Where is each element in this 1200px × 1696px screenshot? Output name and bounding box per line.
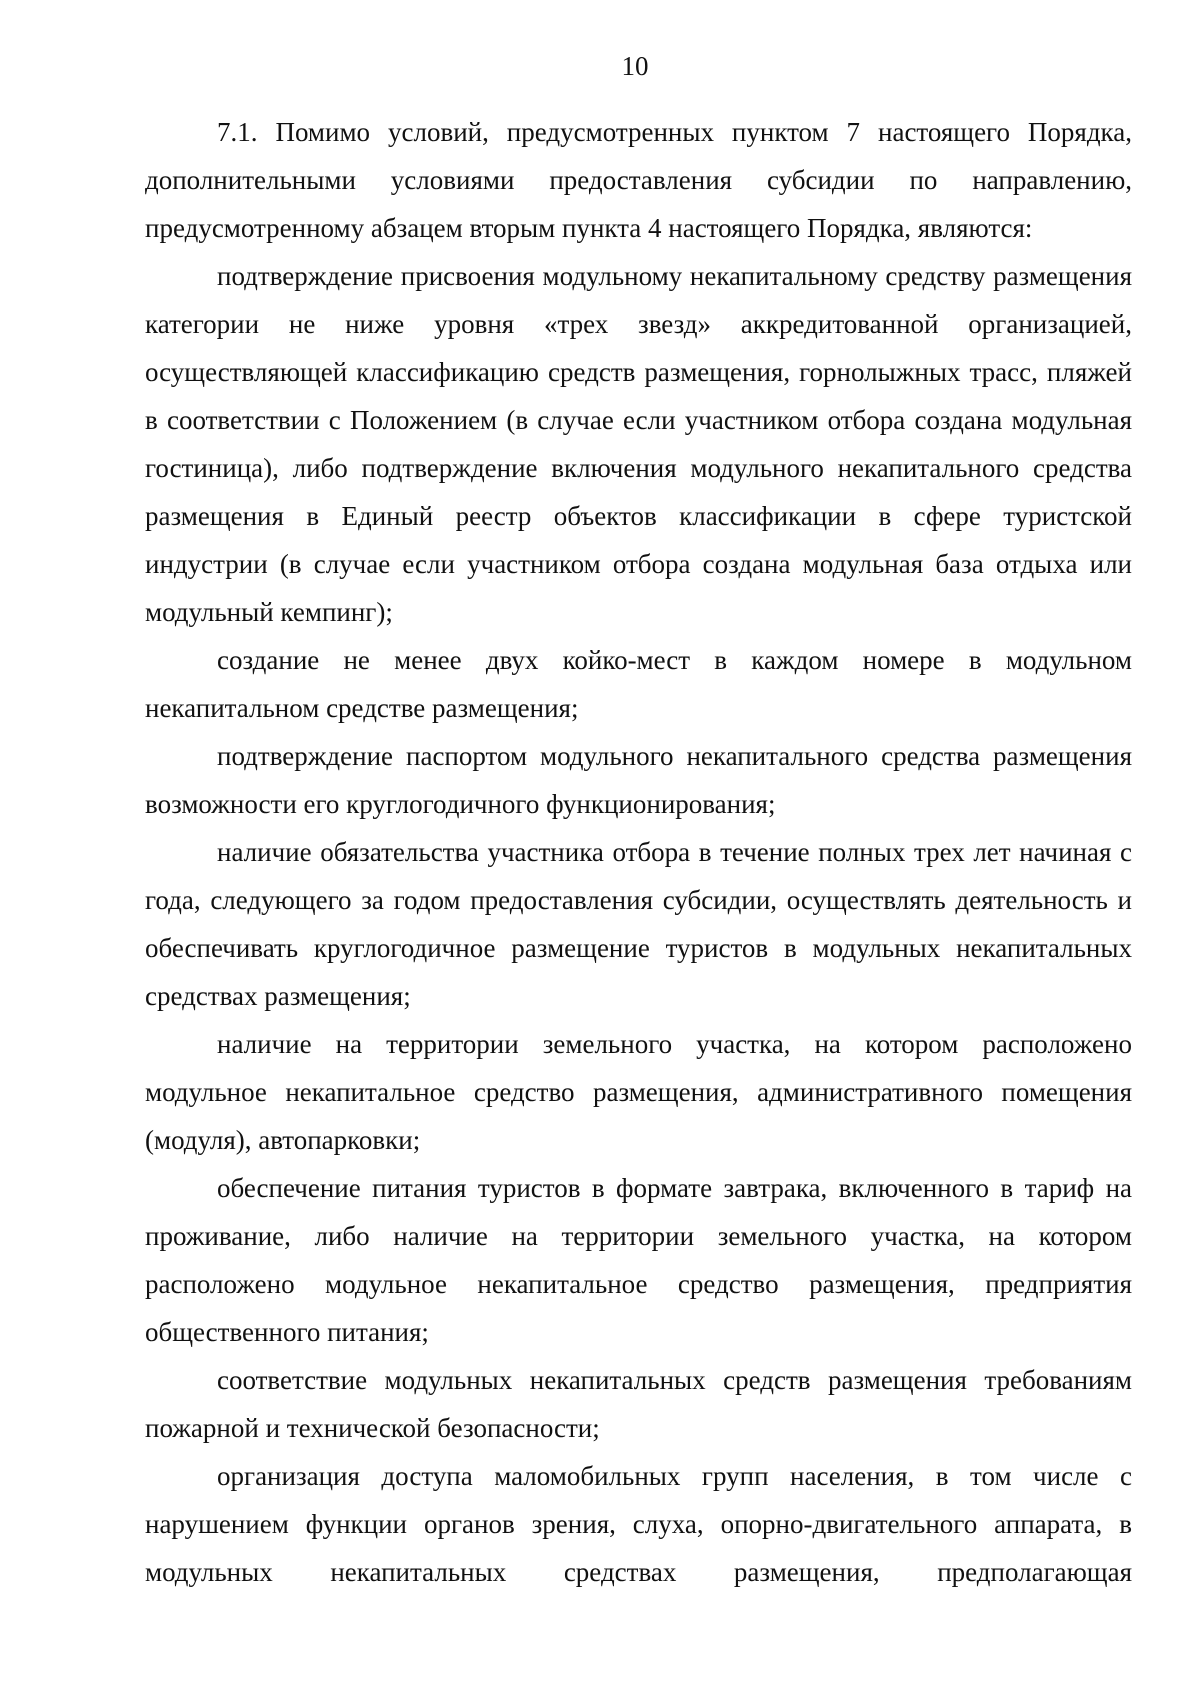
paragraph-category-confirmation: подтверждение присвоения модульному некапитальному средству размещения категории не ниже уровня «трех звезд» аккредитованной организацией, осуществляющей классификацию средств размещения, горнолыжных трасс, пляжей в соответствии с Положением (в случае если участником отбора создана модульная гостиница), либо подтверждение включения модульного некапитального средства размещения в Единый реестр объектов классификации в сфере туристской индустрии (в случае если участником отбора создана модульная база отдыха или модульный кемпинг);	[145, 261, 1132, 627]
paragraph-catering: обеспечение питания туристов в формате завтрака, включенного в тариф на проживание, либо наличие на территории земельного участка, на котором расположено модульное некапитальное средство размещения, предприятия общественного питания;	[145, 1173, 1132, 1347]
paragraph-accessibility: организация доступа маломобильных групп населения, в том числе с нарушением функции органов зрения, слуха, опорно-двигательного аппарата, в модульных некапитальных средствах размещения, предполагающая	[145, 1461, 1132, 1587]
paragraph-admin-premises-parking: наличие на территории земельного участка, на котором расположено модульное некапитальное средство размещения, административного помещения (модуля), автопарковки;	[145, 1029, 1132, 1155]
paragraph-7-1: 7.1. Помимо условий, предусмотренных пунктом 7 настоящего Порядка, дополнительными условиями предоставления субсидии по направлению, предусмотренному абзацем вторым пункта 4 настоящего Порядка, являются:	[145, 117, 1132, 243]
paragraph-fire-safety: соответствие модульных некапитальных средств размещения требованиям пожарной и технической безопасности;	[145, 1365, 1132, 1443]
document-body	[145, 108, 1132, 1596]
paragraph-year-round-passport: подтверждение паспортом модульного некапитального средства размещения возможности его круглогодичного функционирования;	[145, 741, 1132, 819]
paragraph-beds-per-room: создание не менее двух койко-мест в каждом номере в модульном некапитальном средстве размещения;	[145, 645, 1132, 723]
page-number: 10	[621, 51, 649, 81]
paragraph-three-year-obligation: наличие обязательства участника отбора в течение полных трех лет начиная с года, следующего за годом предоставления субсидии, осуществлять деятельность и обеспечивать круглогодичное размещение туристов в модульных некапитальных средствах размещения;	[145, 837, 1132, 1011]
